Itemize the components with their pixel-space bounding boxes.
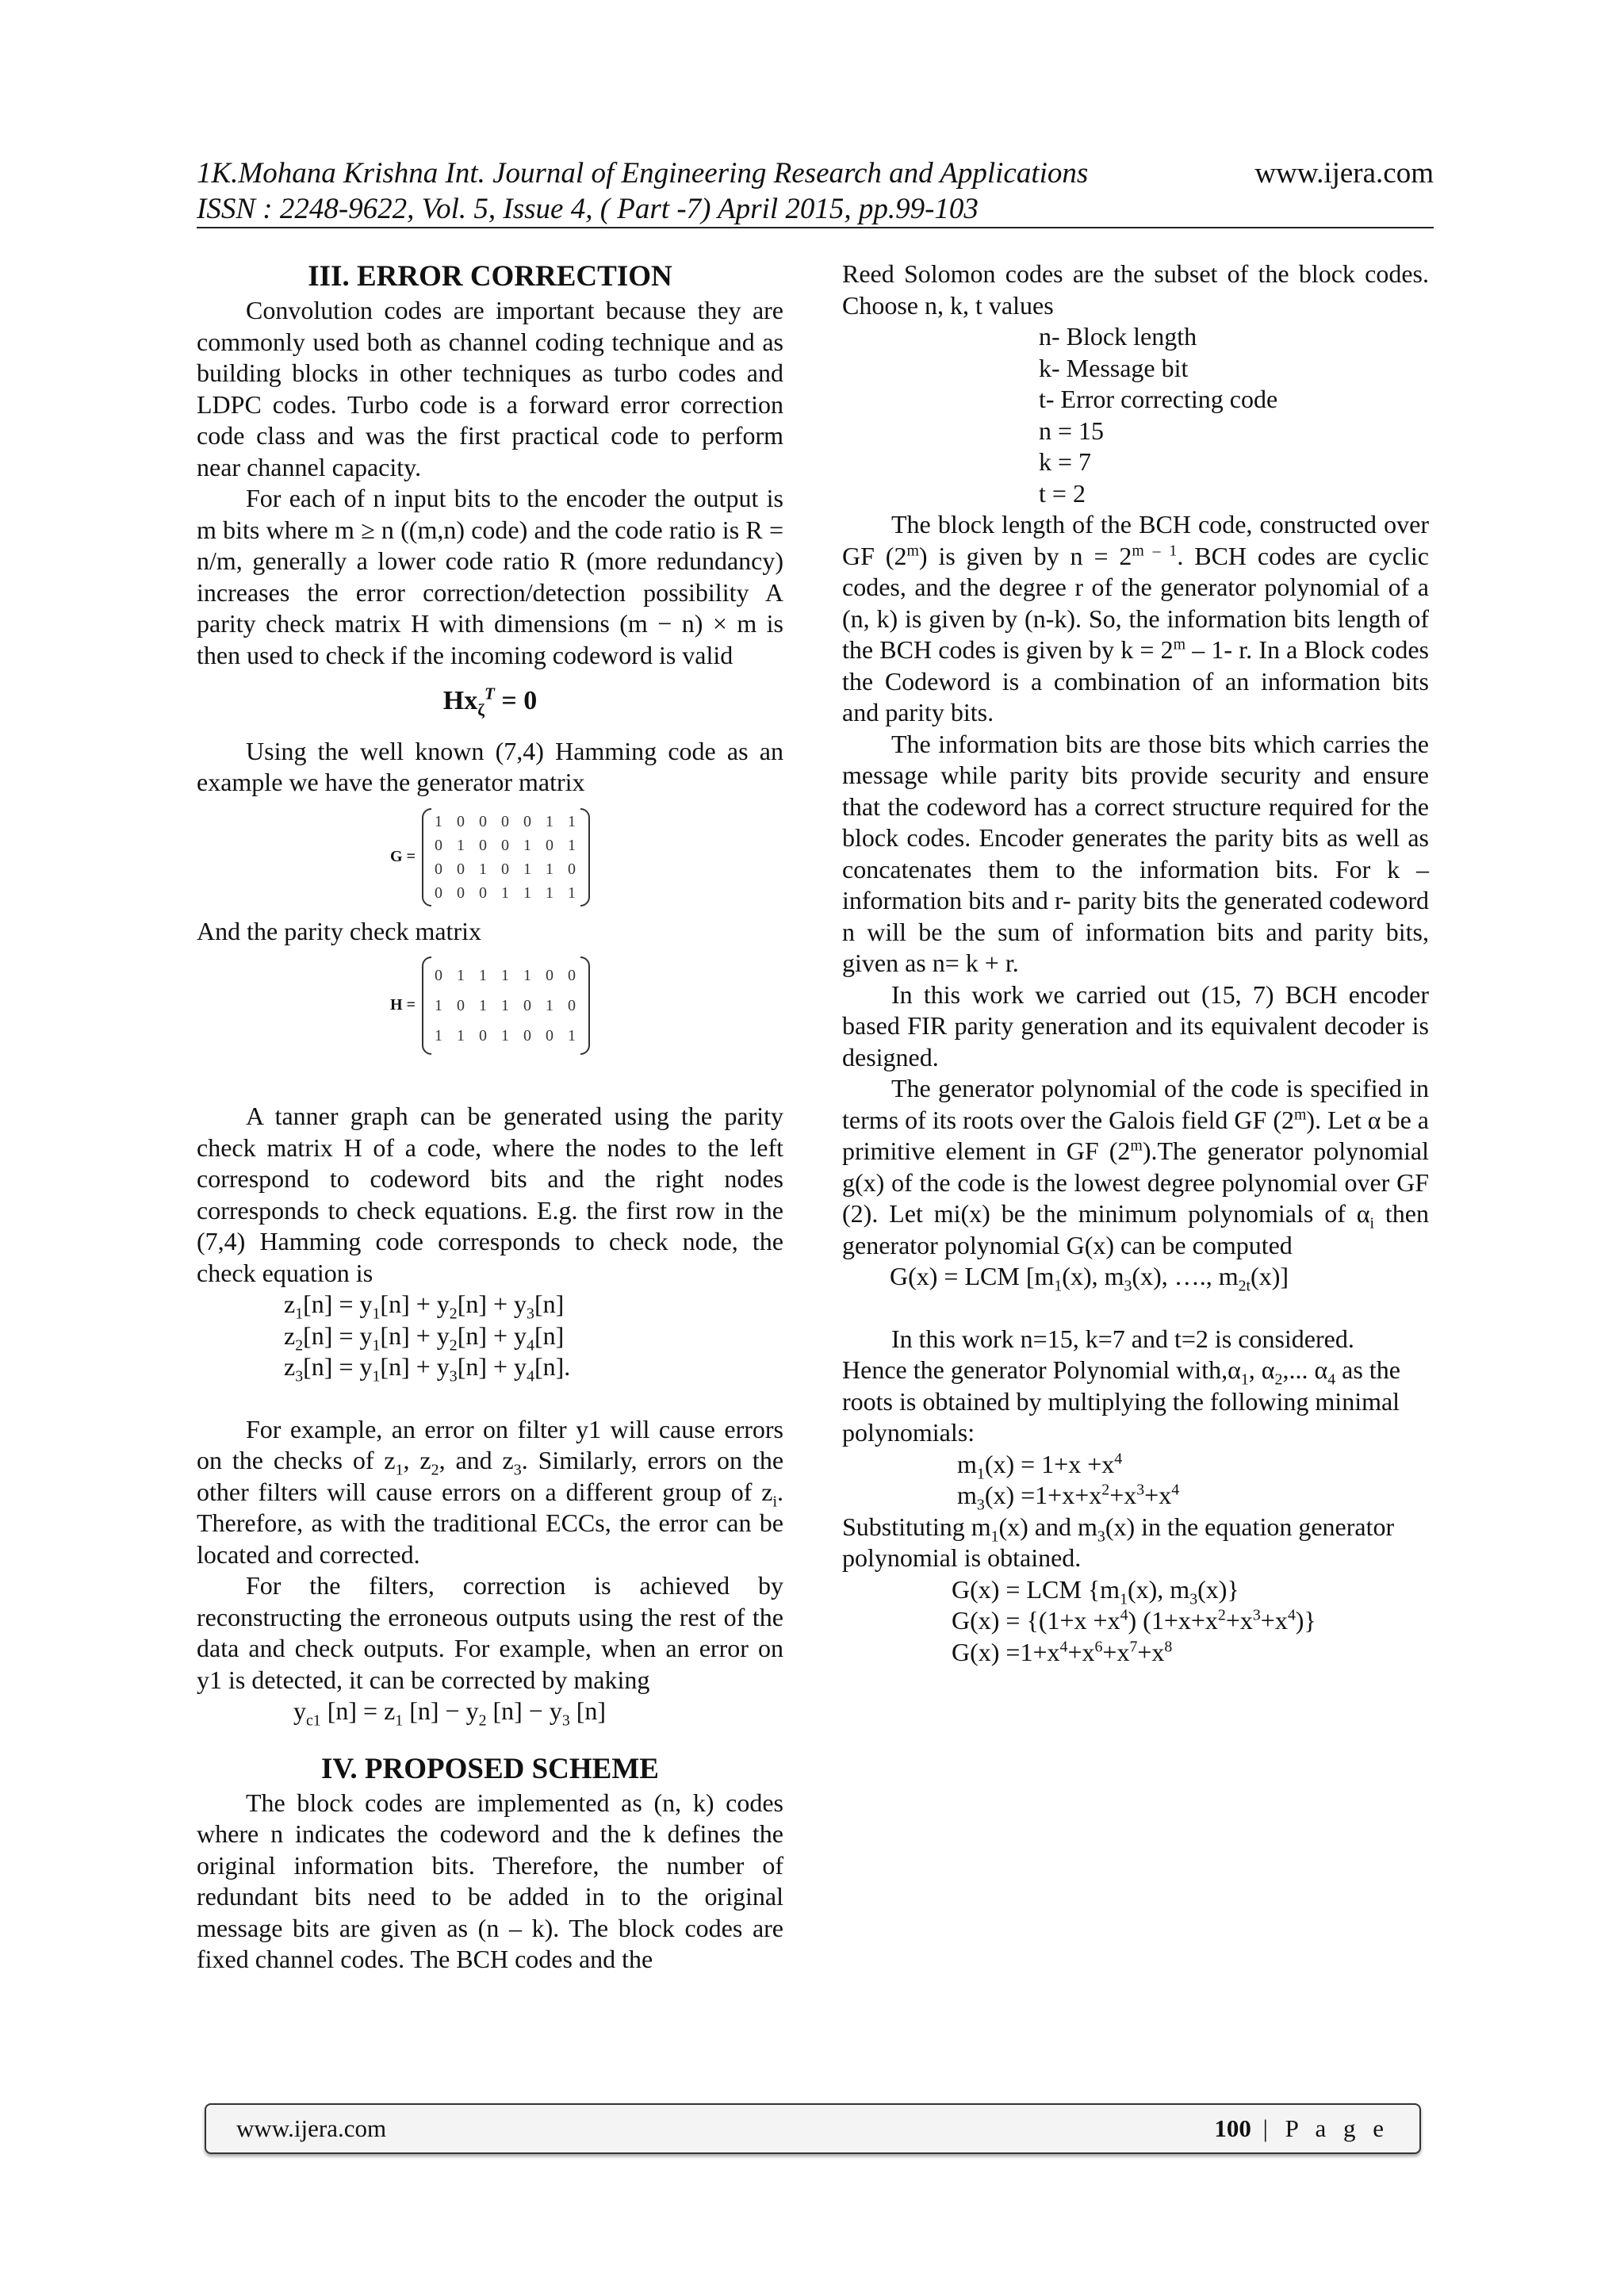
generator-matrix-entries [431,812,580,903]
correction-equation: $y_{c1}$ $[n] = z_1$ $[n] - y_2$ $[n] - y_3$ [n] [293,1696,607,1730]
matrix-entry: 0 [523,812,531,830]
generator-equation-3: $G(x) =1+x^4+x^6+x^7+x^8$ [952,1637,1173,1666]
list-item: n- Block length [1039,322,1197,351]
matrix-entry: 1 [500,967,509,984]
matrix-entry: 0 [478,836,487,854]
matrix-entry: 0 [523,1027,531,1045]
matrix-entry: 1 [456,836,465,854]
right-paren [580,956,590,1055]
generator-equation-2: $G(x) = \{(1+x +x^4)$ $(1+x+x^2+x^3+x^4)$} [952,1606,1316,1635]
section-heading-proposed-scheme: IV. PROPOSED SCHEME [321,1752,659,1785]
right-paren [580,808,590,907]
matrix-entry: 0 [434,884,442,902]
left-column [197,259,783,1976]
matrix-entry: 0 [434,860,442,878]
list-item: t- Error correcting code [1039,385,1278,413]
matrix-entry: 1 [545,884,553,902]
matrix-entry: 0 [523,997,531,1014]
matrix-entry: 0 [456,997,465,1014]
matrix-entry: 1 [523,836,531,854]
left-paren [422,808,431,907]
matrix-entry: 1 [500,1027,509,1045]
paragraph: Convolution codes are important because they are commonly used both as channel coding technique and as building blocks in other techniques as turbo codes and LDPC codes. Turbo code is a forward error correction code class and was the first practical code to perform near channel capacity. [197,296,783,481]
matrix-entry: 0 [545,1027,553,1045]
matrix-entry: 1 [478,860,487,878]
matrix-entry: 1 [567,884,576,902]
paragraph: In this work we carried out (15, 7) BCH encoder based FIR parity generation and its equivalent decoder is designed. [842,979,1429,1071]
journal-citation: 1K.Mohana Krishna Int. Journal of Engineering Research and Applications [197,157,1089,190]
parity-check-matrix [197,947,783,1064]
matrix-entry: 1 [434,997,442,1014]
check-equation-1: $z_1[n] = y_1[n] + y_2[n] + y_3[n]$ [284,1290,565,1323]
matrix-entry: 1 [523,884,531,902]
matrix-entry: 1 [456,1027,465,1045]
matrix-entry: 1 [456,967,465,984]
matrix-entry: 1 [500,884,509,902]
journal-issn: ISSN : 2248-9622, Vol. 5, Issue 4, ( Part -7) April 2015, pp.99-103 [197,193,979,225]
matrix-entry: 1 [523,860,531,878]
matrix-entry: 0 [567,967,576,984]
matrix-entry: 1 [478,997,487,1014]
header-rule [197,227,1434,228]
matrix-entry: 0 [478,884,487,902]
matrix-entry: 0 [478,1027,487,1045]
paragraph: In this work n=15, k=7 and t=2 is considered. [891,1324,1354,1353]
journal-header [197,155,1434,227]
paragraph: The block codes are implemented as (n, k) codes where n indicates the codeword and the k defines the original information bits. Therefore, the number of redundant bits need to be added in to the original message bits are given as (n – k). The block codes are fixed channel codes. The BCH codes and the [197,1788,783,1973]
paragraph: Using the well known (7,4) Hamming code as an example we have the generator matrix [197,736,783,796]
list-item: t = 2 [1039,478,1086,508]
paragraph: Substituting $m_1(x)$ and $m_3(x)$ in the equation generator polynomial is obtained. [842,1512,1395,1572]
matrix-label: G = [390,847,416,865]
left-paren [422,956,431,1055]
matrix-entry: 0 [500,836,509,854]
page-footer [205,2103,1421,2154]
matrix-entry: 1 [567,812,576,830]
paragraph: For the filters, correction is achieved by reconstructing the erroneous outputs using the rest of the data and check outputs. For example, when an error on y1 is detected, it can be corrected by making [197,1571,783,1694]
matrix-entry: 0 [456,884,465,902]
matrix-label: H = [390,996,416,1014]
right-column [842,259,1429,1668]
parity-check-matrix-entries [431,966,580,1045]
matrix-entry: 0 [434,836,442,854]
minimal-polynomial-3: $m_3(x) =1+x+x^2+x^3+x^4$ [957,1481,1180,1514]
matrix-entry: 1 [434,1027,442,1045]
paragraph: The block length of the BCH code, constructed over GF (2$^m$) is given by $n = 2^{m - 1}$. BCH codes are cyclic codes, and the degree r of the generator polynomial of a (n, k) is given by (n-k). So, the information bits length of the BCH codes is given by $k = 2^m - 1-$ r. In a Block codes the Codeword is a combination of an information bits and parity bits. [842,510,1430,726]
journal-url[interactable]: www.ijera.com [1254,157,1434,190]
page-number: 100 | P a g e [1214,2114,1389,2142]
lcm-equation: G(x) = LCM [$m_1(x)$, $m_3(x)$, …., $m_{2t}(x)$] [890,1262,1289,1295]
matrix-entry: 1 [478,967,487,984]
paragraph: Hence the generator Polynomial $with,\alpha_1$, $\alpha_2$,... $\alpha_4$ as the roots is obtained by multiplying the following minimal polynomials: [842,1355,1400,1447]
matrix-entry: 0 [545,836,553,854]
matrix-entry: 1 [545,997,553,1014]
matrix-entry: 1 [500,997,509,1014]
generator-matrix [197,799,783,916]
paragraph: The information bits are those bits which carries the message while parity bits provide security and ensure that the codeword has a correct structure required for the block codes. Encoder generates the parity bits as well as concatenates them to the information bits. For k – information bits and r- parity bits the generated codeword n will be the sum of information bits and parity bits, given as n= k + r. [842,729,1429,977]
check-equation-3: $z_3[n] = y_1[n] + y_3[n] + y_4[n]$. [284,1352,571,1386]
matrix-entry: 0 [500,812,509,830]
generator-equation-1: G(x) = LCM {$m_1(x)$, $m_3(x)$} [952,1574,1239,1608]
matrix-entry: 0 [478,812,487,830]
paragraph: And the parity check matrix [197,916,481,945]
paragraph: The generator polynomial of the code is specified in terms of its roots over the Galois field GF (2$^m$). Let α be a primitive element in GF (2$^m$).The generator polynomial g(x) of the code is the lowest degree polynomial over GF (2). Let mi(x) be the minimum polynomials of $\alpha_i$ then generator polynomial G(x) can be computed [842,1074,1430,1259]
list-item: k- Message bit [1039,353,1189,382]
paragraph: For example, an error on filter y1 will cause errors on the checks of $z_1$, $z_2$, and $z_3$. Similarly, errors on the other filters will cause errors on a different group of $z_i$. Therefore, as with the traditional ECCs, the error can be located and corrected. [197,1414,784,1569]
matrix-entry: 0 [456,860,465,878]
matrix-entry: 1 [545,812,553,830]
check-equation-2: $z_2[n] = y_1[n] + y_2[n] + y_4[n]$ [284,1320,565,1354]
matrix-entry: 0 [434,967,442,984]
matrix-entry: 1 [523,967,531,984]
matrix-entry: 0 [500,860,509,878]
footer-url[interactable]: www.ijera.com [236,2114,387,2142]
matrix-entry: 1 [567,1027,576,1045]
parameter-list [842,321,1429,509]
parity-check-equation: $Hx_\zeta^T = 0$ [442,684,538,719]
paragraph: Reed Solomon codes are the subset of the block codes. Choose n, k, t values [842,259,1429,320]
matrix-entry: 0 [456,812,465,830]
matrix-entry: 1 [567,836,576,854]
minimal-polynomial-1: $m_1(x) = 1+x +x^4$ [957,1449,1123,1482]
matrix-entry: 1 [434,812,442,830]
matrix-entry: 0 [545,967,553,984]
paragraph: For each of n input bits to the encoder the output is m bits where m ≥ n ((m,n) code) and the code ratio is R = n/m, generally a lower code ratio R (more redundancy) increases the error correction/detection possibility A parity check matrix H with dimensions (m − n) × m is then used to check if the incoming codeword is valid [197,484,783,669]
matrix-entry: 1 [545,860,553,878]
section-heading-error-correction: III. ERROR CORRECTION [308,260,672,293]
matrix-entry: 0 [567,997,576,1014]
list-item: k = 7 [1039,447,1092,476]
paragraph: A tanner graph can be generated using the parity check matrix H of a code, where the nodes to the left correspond to codeword bits and the right nodes corresponds to check equations. E.g. the first row in the (7,4) Hamming code corresponds to check node, the check equation is [197,1102,783,1287]
matrix-entry: 0 [567,860,576,878]
list-item: n = 15 [1039,416,1105,445]
